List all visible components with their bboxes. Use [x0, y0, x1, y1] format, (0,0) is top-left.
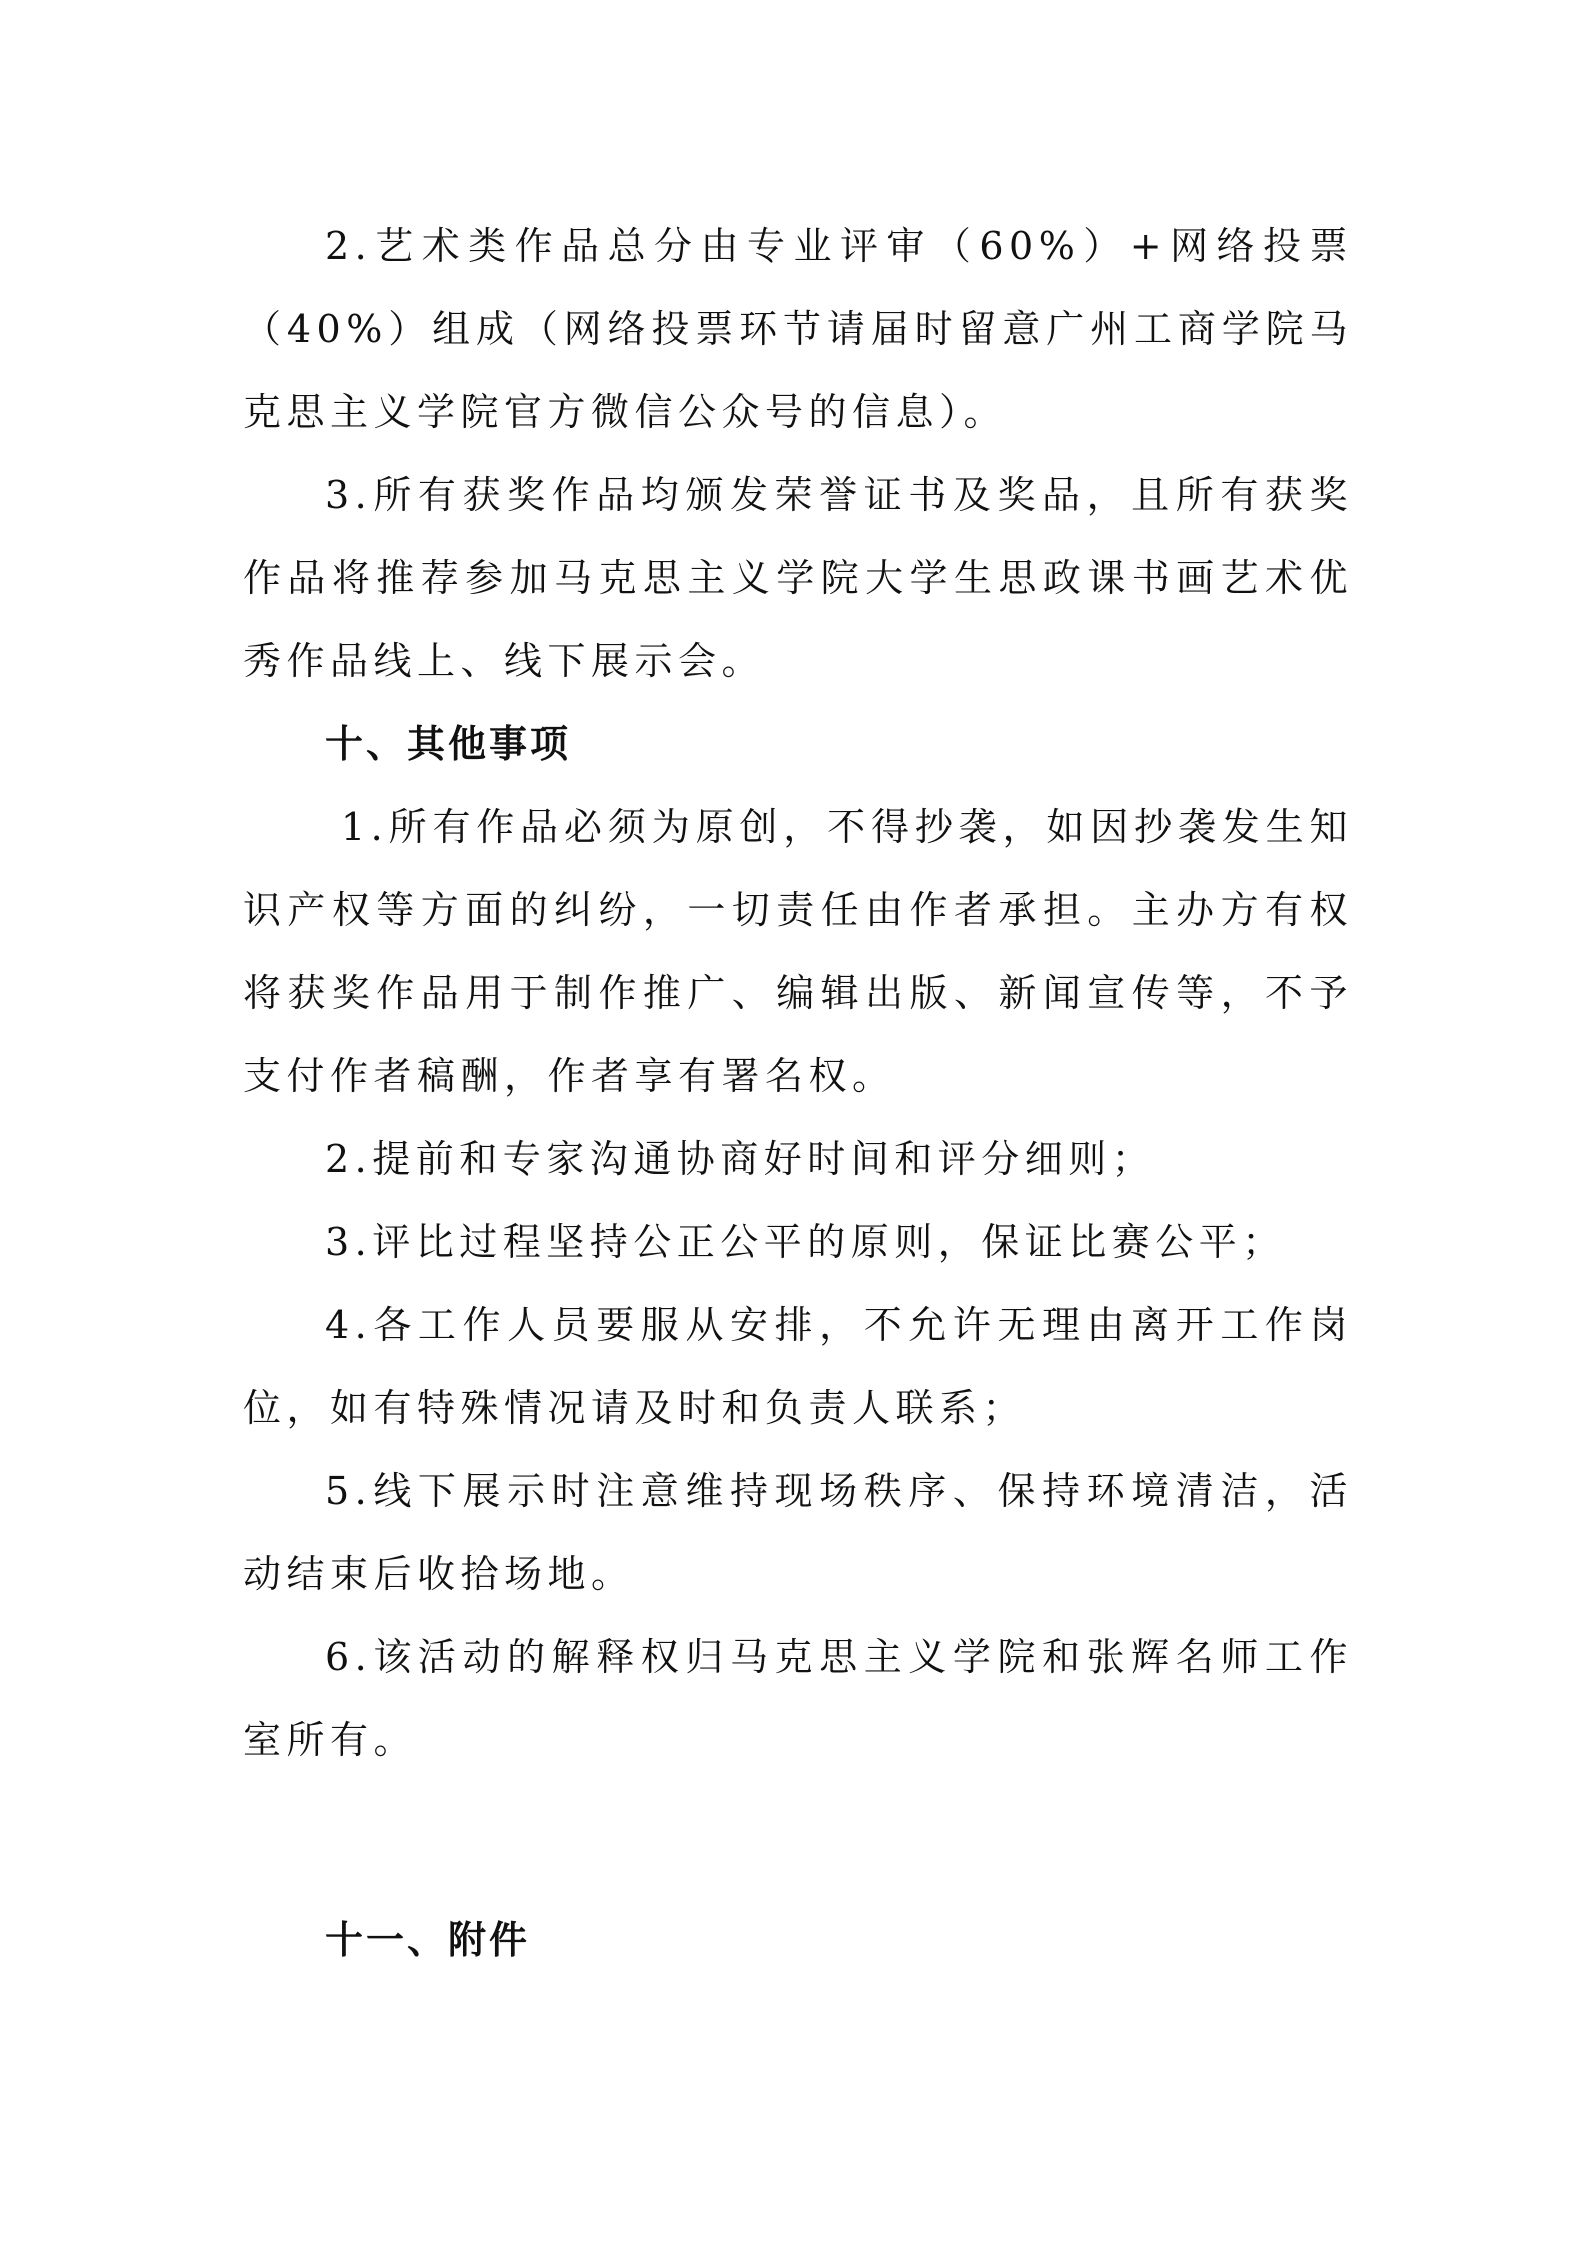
list-item: 4.各工作人员要服从安排，不允许无理由离开工作岗位，如有特殊情况请及时和负责人联系；	[243, 1303, 1353, 1430]
list-item: 6.该活动的解释权归马克思主义学院和张辉名师工作室所有。	[243, 1635, 1353, 1762]
list-item: 1.所有作品必须为原创，不得抄袭，如因抄袭发生知识产权等方面的纠纷，一切责任由作者承担。主办方有权将获奖作品用于制作推广、编辑出版、新闻宣传等，不予支付作者稿酬，作者享有署名权。	[243, 805, 1353, 1098]
document-body	[243, 205, 1353, 1982]
list-item: 5.线下展示时注意维持现场秩序、保持环境清洁，活动结束后收拾场地。	[243, 1469, 1353, 1596]
section-heading-other-matters: 十、其他事项	[325, 722, 572, 766]
list-item: 3.评比过程坚持公正公平的原则，保证比赛公平；	[325, 1220, 1286, 1264]
list-item: 2.提前和专家沟通协商好时间和评分细则；	[325, 1137, 1156, 1181]
section-heading-attachments: 十一、附件	[325, 1918, 531, 1962]
paragraph-award-rule: 3.所有获奖作品均颁发荣誉证书及奖品，且所有获奖作品将推荐参加马克思主义学院大学生思政课书画艺术优秀作品线上、线下展示会。	[243, 473, 1353, 683]
paragraph-scoring-rule: 2.艺术类作品总分由专业评审（60%）+网络投票（40%）组成（网络投票环节请届时留意广州工商学院马克思主义学院官方微信公众号的信息）。	[243, 224, 1353, 434]
